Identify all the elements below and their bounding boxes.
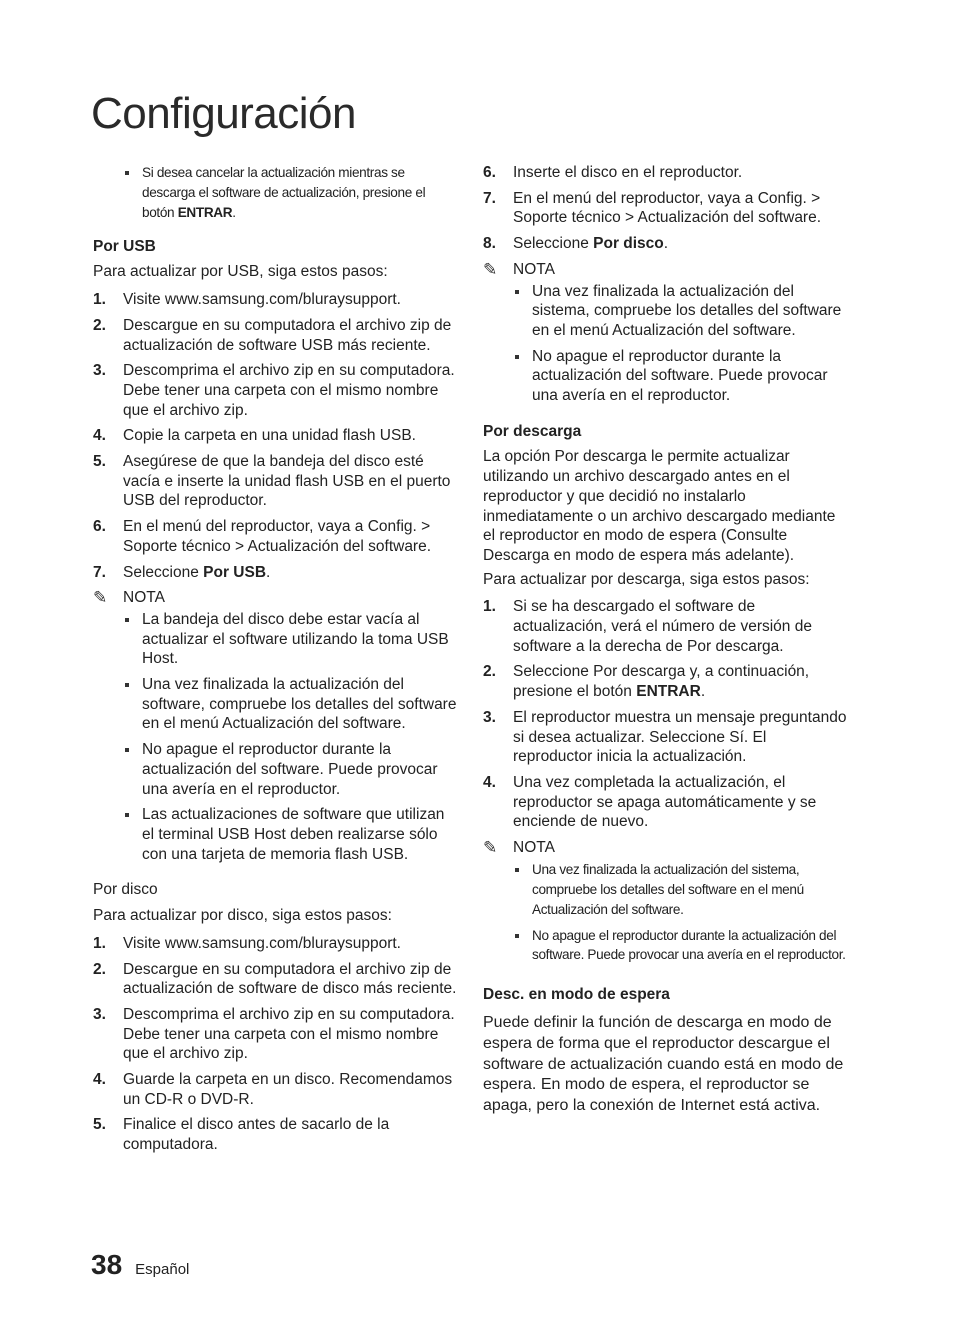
download-step: 3. El reproductor muestra un mensaje preguntando si desea actualizar. Seleccione Sí. El reproductor inicia la actualización. [483, 708, 847, 766]
intro-note: Si desea cancelar la actualización mientras se descarga el software de actualización, presione el botón ENTRAR. [123, 163, 458, 223]
disc-step: 5. Finalice el disco antes de sacarlo de la computadora. [93, 1116, 390, 1154]
download-step: 2. Seleccione Por descarga y, a continuación, presione el botón ENTRAR. [483, 663, 810, 701]
note-item: No apague el reproductor durante la actualización del software. Puede provocar una avería en el reproductor. [123, 740, 458, 799]
bullet-icon [125, 618, 129, 622]
usb-steps [93, 290, 458, 582]
download-intro: Para actualizar por descarga, siga estos pasos: [483, 570, 810, 588]
usb-step: 2. Descargue en su computadora el archivo zip de actualización de software USB más reciente. [93, 316, 452, 354]
note-item: No apague el reproductor durante la actualización del software. Puede provocar una avería en el reproductor. [513, 926, 848, 966]
download-step: 1. Si se ha descargado el software de actualización, verá el número de versión de software a la derecha de Por descarga. [483, 598, 812, 655]
bullet-icon [125, 748, 129, 752]
section-heading-standby: Desc. en modo de espera [483, 986, 670, 1004]
page-footer [91, 1250, 189, 1280]
usb-step: 6. En el menú del reproductor, vaya a Config. > Soporte técnico > Actualización del software. [93, 518, 432, 555]
pencil-icon: ✎ [483, 259, 498, 279]
section-heading-download: Por descarga [483, 422, 582, 440]
usb-note-heading: ✎ NOTA [93, 588, 165, 608]
download-paragraph: La opción Por descarga le permite actualizar utilizando un archivo descargado antes en el reproductor y que decidió no instalarlo inmediatamente o un archivo descargado mediante el reproductor en modo de espera (Consulte Descarga en modo de espera más adelante). [483, 448, 836, 564]
usb-step: 5. Asegúrese de que la bandeja del disco esté vacía e inserte la unidad flash USB en el puerto USB del reproductor. [93, 453, 451, 510]
usb-intro: Para actualizar por USB, siga estos pasos: [93, 263, 388, 281]
disc-step: 4. Guarde la carpeta en un disco. Recomendamos un CD-R o DVD-R. [93, 1071, 453, 1108]
section-heading-disc: Por disco [93, 881, 158, 899]
pencil-icon: ✎ [93, 588, 108, 608]
note-item: No apague el reproductor durante la actualización del software. Puede provocar una avería en el reproductor. [513, 347, 848, 406]
bullet-icon [515, 355, 519, 359]
bullet-icon [515, 290, 519, 294]
download-step: 4. Una vez completada la actualización, el reproductor se apaga automáticamente y se enciende de nuevo. [483, 773, 817, 831]
bullet-icon [515, 934, 519, 938]
download-note-list [483, 860, 848, 966]
note-item: Una vez finalizada la actualización del sistema, compruebe los detalles del software en el menú Actualización del software. [513, 282, 848, 341]
disc-steps [93, 934, 458, 1155]
language-label: Español [135, 1261, 190, 1278]
usb-step: 7. Seleccione Por USB. [93, 563, 271, 581]
note-item: Las actualizaciones de software que utilizan el terminal USB Host deben realizarse sólo con una tarjeta de memoria flash USB. [123, 805, 458, 864]
disc-steps-continued [483, 163, 848, 254]
download-note-heading: ✎ NOTA [483, 838, 555, 858]
bullet-icon [515, 868, 519, 872]
note-item: Una vez finalizada la actualización del sistema, compruebe los detalles del software en el menú Actualización del software. [513, 860, 848, 920]
bullet-icon [125, 683, 129, 687]
note-item: La bandeja del disco debe estar vacía al actualizar el software utilizando la toma USB Host. [123, 610, 458, 669]
usb-step: 1. Visite www.samsung.com/bluraysupport. [93, 291, 401, 309]
disc-step: 7. En el menú del reproductor, vaya a Config. > Soporte técnico > Actualización del software. [483, 189, 822, 227]
section-heading-usb: Por USB [93, 237, 156, 255]
disc-note-heading: ✎ NOTA [483, 259, 555, 279]
disc-step: 6. Inserte el disco en el reproductor. [483, 164, 743, 181]
disc-note-list [483, 282, 848, 406]
disc-step: 8. Seleccione Por disco. [483, 235, 669, 253]
download-steps [483, 597, 848, 832]
intro-note-list [93, 163, 458, 223]
bullet-icon [125, 813, 129, 817]
usb-step: 4. Copie la carpeta en una unidad flash USB. [93, 427, 416, 445]
bullet-icon [125, 171, 129, 175]
left-column [93, 163, 458, 1161]
disc-step: 2. Descargue en su computadora el archivo zip de actualización de software de disco más reciente. [93, 960, 457, 998]
disc-step: 3. Descomprima el archivo zip en su computadora. Debe tener una carpeta con el mismo nombre que el archivo zip. [93, 1005, 455, 1063]
note-item: Una vez finalizada la actualización del software, compruebe los detalles del software en el menú Actualización del software. [123, 675, 458, 734]
pencil-icon: ✎ [483, 838, 498, 858]
disc-step: 1. Visite www.samsung.com/bluraysupport. [93, 934, 401, 952]
usb-note-list [93, 610, 458, 864]
usb-step: 3. Descomprima el archivo zip en su computadora. Debe tener una carpeta con el mismo nombre que el archivo zip. [93, 362, 455, 419]
page-title: Configuración [91, 89, 356, 138]
disc-intro: Para actualizar por disco, siga estos pasos: [93, 907, 392, 925]
standby-paragraph: Puede definir la función de descarga en modo de espera de forma que el reproductor descargue el software de actualización cuando está en modo de espera. En modo de espera, el reproductor se apaga, pero la conexión de Internet está activa. [483, 1014, 844, 1115]
right-column [483, 163, 848, 1123]
page-number: 38 [91, 1249, 123, 1280]
